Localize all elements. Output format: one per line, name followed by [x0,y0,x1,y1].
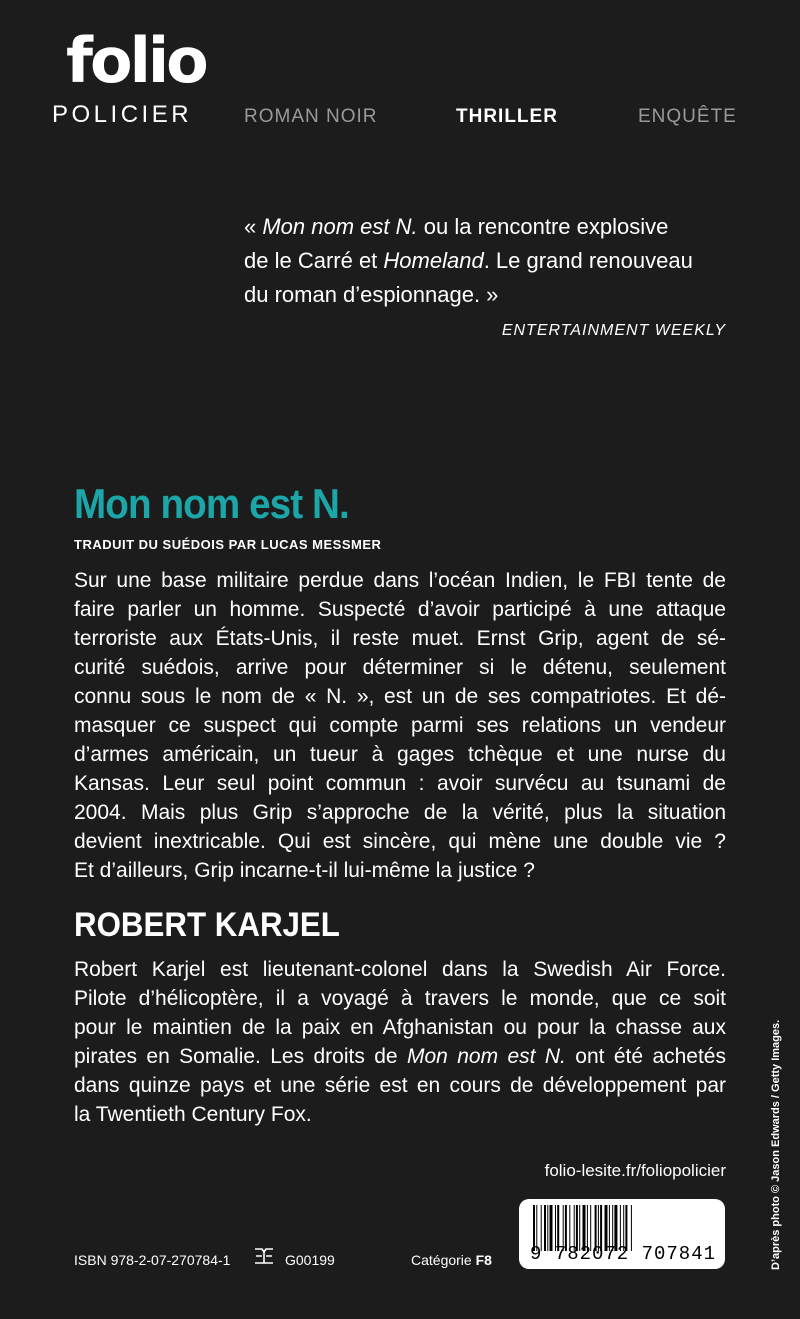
quote-line: du roman d’espionnage. » [244,282,499,307]
publisher-mark-icon [252,1246,276,1266]
synopsis-line: Kansas. Leur seul point commun : avoir survécu au tsunami de [74,772,726,795]
author-bio [74,955,726,1129]
category-roman-noir: ROMAN NOIR [244,106,378,127]
synopsis-line: masquer ce suspect qui compte parmi ses relations un vendeur [74,714,726,737]
press-quote [244,210,724,312]
synopsis-line: devient inextricable. Qui est sincère, qui mène une double vie ? [74,830,726,853]
barcode-digits: 9 782072 707841 [529,1243,717,1265]
category-enquete: ENQUÊTE [638,106,737,127]
price-category: Catégorie F8 [411,1252,492,1268]
synopsis-line: terroriste aux États-Unis, il reste muet. Ernst Grip, agent de sé- [74,627,726,650]
synopsis-line: connu sous le nom de « N. », est un de ses compatriotes. Et dé- [74,685,726,708]
synopsis-line: faire parler un homme. Suspecté d’avoir participé à une attaque [74,598,726,621]
synopsis-line: Sur une base militaire perdue dans l’océan Indien, le FBI tente de [74,569,726,592]
synopsis-line: curité suédois, arrive pour déterminer si le détenu, seulement [74,656,726,679]
bio-line: Pilote d’hélicoptère, il a voyagé à travers le monde, que ce soit [74,987,726,1010]
synopsis-line: Et d’ailleurs, Grip incarne-t-il lui-même la justice ? [74,859,535,882]
bio-line: pirates en Somalie. Les droits de Mon nom est N. ont été achetés [74,1045,726,1068]
bio-line: la Twentieth Century Fox. [74,1103,312,1126]
quote-source: ENTERTAINMENT WEEKLY [501,322,726,339]
website-link[interactable]: folio-lesite.fr/foliopolicier [544,1161,726,1180]
barcode [519,1199,725,1269]
translator-credit: TRADUIT DU SUÉDOIS PAR LUCAS MESSMER [74,537,382,552]
collection-name: POLICIER [52,101,193,128]
quote-line: de le Carré et Homeland. Le grand renouveau [244,248,693,273]
isbn: ISBN 978-2-07-270784-1 [74,1252,231,1268]
bio-line: Robert Karjel est lieutenant-colonel dans la Swedish Air Force. [74,958,726,981]
synopsis-line: d’armes américain, un tueur à gages tchèque et une nurse du [74,743,726,766]
folio-logo: folio [66,24,206,97]
bio-line: pour le maintien de la paix en Afghanistan ou pour la chasse aux [74,1016,726,1039]
photo-credit: D’après photo © Jason Edwards / Getty Images. [770,1019,782,1270]
author-name: ROBERT KARJEL [74,906,340,944]
synopsis-line: 2004. Mais plus Grip s’approche de la vérité, plus la situation [74,801,726,824]
synopsis [74,566,726,885]
category-thriller: THRILLER [456,106,558,127]
bio-line: dans quinze pays et une série est en cours de développement par [74,1074,726,1097]
g-code: G00199 [285,1252,335,1268]
quote-line: « Mon nom est N. ou la rencontre explosive [244,214,669,239]
book-title: Mon nom est N. [74,480,349,527]
